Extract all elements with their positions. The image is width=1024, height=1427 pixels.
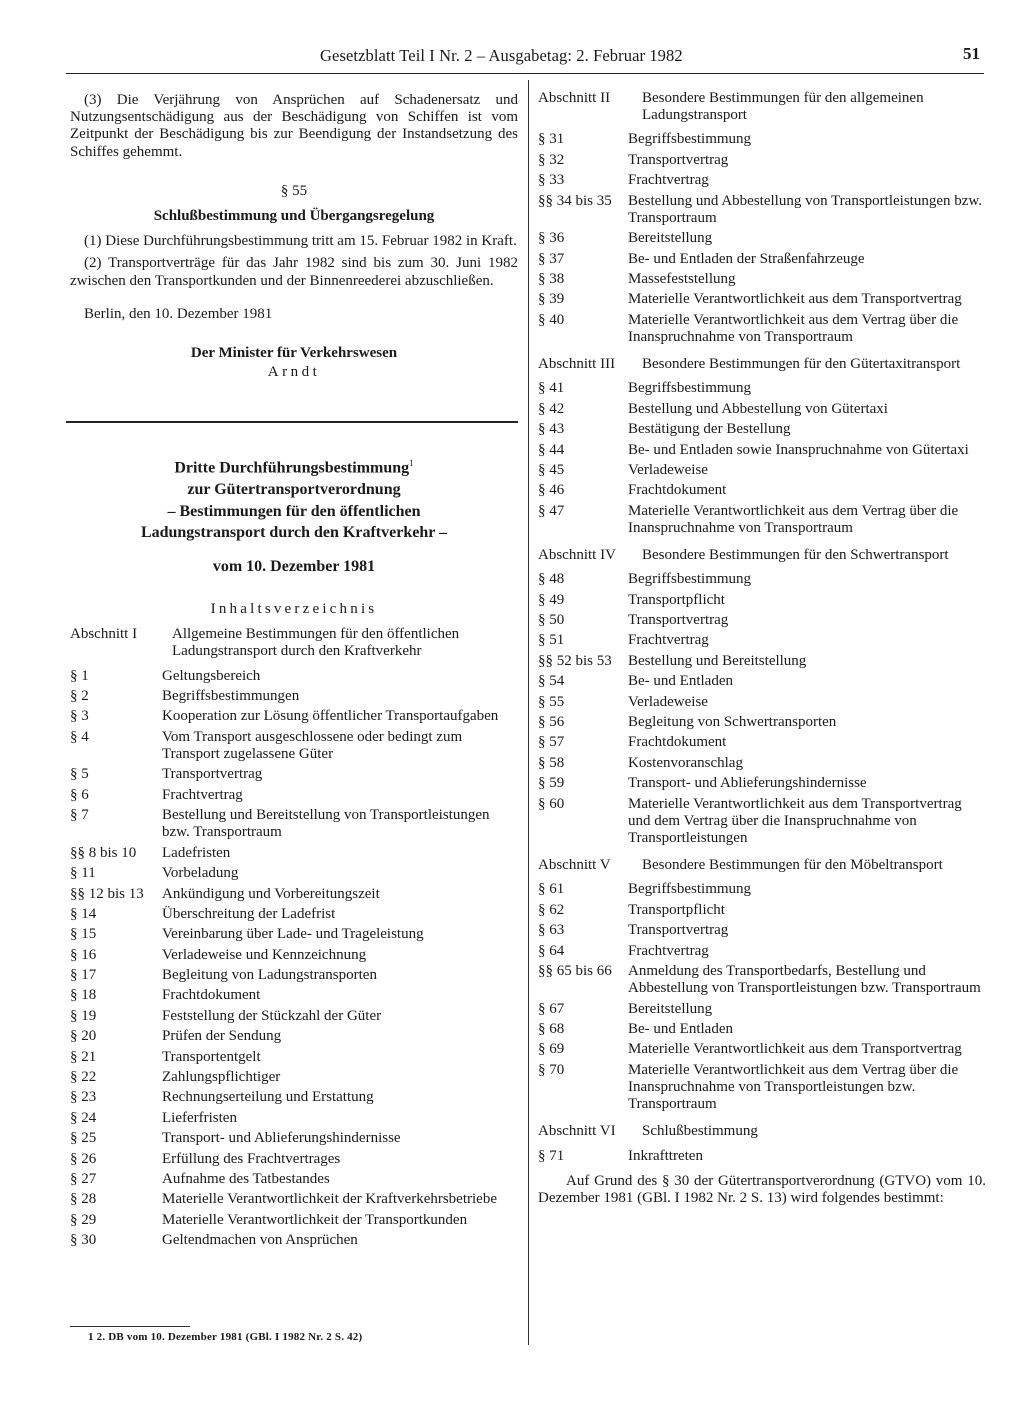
toc-entry — [538, 312, 986, 346]
toc-entry — [70, 865, 518, 882]
toc-entry — [538, 612, 986, 629]
toc-number: § 62 — [538, 901, 565, 918]
section-title: Schlußbestimmung und Übergangsregelung — [153, 208, 435, 225]
toc-text: Erfüllung des Frachtvertrages — [162, 1150, 341, 1167]
toc-number: § 21 — [70, 1048, 97, 1065]
toc-text: Materielle Verantwortlichkeit aus dem Transportvertrag und dem Vertrag über die Inanspruchnahme von Transportleistungen — [628, 795, 962, 846]
toc-number: § 68 — [538, 1020, 565, 1037]
toc-text: Be- und Entladen — [628, 1020, 733, 1037]
toc-text: Bereitstellung — [628, 230, 713, 247]
toc-number: § 29 — [70, 1211, 97, 1228]
toc-number: § 60 — [538, 795, 565, 812]
toc-heading: Inhaltsverzeichnis — [210, 600, 378, 617]
toc-number: § 28 — [70, 1191, 97, 1208]
toc-entry — [70, 1008, 518, 1025]
page-header — [66, 44, 984, 74]
toc-number: § 71 — [538, 1147, 565, 1164]
toc-chapter — [538, 90, 986, 124]
toc-text: Begriffsbestimmung — [628, 881, 752, 898]
toc-number: § 20 — [70, 1028, 97, 1045]
toc-number: § 25 — [70, 1130, 97, 1147]
paragraph-3: (3) Die Verjährung von Ansprüchen auf Schadenersatz und Nutzungsentschädigung aus der Beschädigung von Schiffen ist vom Zeitpunkt der Beschädigung bis zur Beendigung der Instandsetzung des Schiffes gehemmt. — [70, 92, 518, 160]
toc-entry — [538, 251, 986, 268]
toc-entry — [70, 1028, 518, 1045]
toc-entry — [70, 1171, 518, 1188]
toc-number: §§ 12 bis 13 — [70, 885, 144, 902]
toc-entry — [538, 291, 986, 308]
toc-text: Bestellung und Abbestellung von Gütertaxi — [628, 400, 888, 417]
toc-number: § 63 — [538, 922, 565, 939]
toc-text: Frachtdokument — [628, 482, 727, 499]
section-paragraph-2: (2) Transportverträge für das Jahr 1982 sind bis zum 30. Juni 1982 zwischen den Transportkunden und der Binnenreederei abzuschließen. — [70, 255, 518, 289]
toc-text: Materielle Verantwortlichkeit aus dem Vertrag über die Inanspruchnahme von Transportraum — [628, 311, 959, 345]
toc-list-right — [538, 90, 986, 1165]
document-date: vom 10. Dezember 1981 — [212, 557, 376, 575]
toc-text: Schlußbestimmung — [642, 1123, 758, 1140]
toc-entry — [70, 688, 518, 705]
section-number: § 55 — [280, 182, 308, 199]
toc-entry — [538, 694, 986, 711]
document-title-line-2: zur Gütertransportverordnung — [187, 481, 401, 499]
toc-entry — [538, 632, 986, 649]
toc-text: Feststellung der Stückzahl der Güter — [162, 1007, 382, 1024]
toc-entry — [70, 766, 518, 783]
toc-number: § 50 — [538, 612, 565, 629]
toc-number: § 56 — [538, 714, 565, 731]
closing-paragraph: Auf Grund des § 30 der Gütertransportverordnung (GTVO) vom 10. Dezember 1981 (GBl. I 1982 Nr. 2 S. 13) wird folgendes bestimmt: — [538, 1172, 986, 1206]
toc-number: § 1 — [70, 667, 89, 684]
toc-entry — [70, 668, 518, 685]
toc-entry — [538, 1062, 986, 1114]
toc-number: § 48 — [538, 571, 565, 588]
toc-entry — [538, 714, 986, 731]
toc-number: Abschnitt VI — [538, 1123, 616, 1140]
toc-number: § 59 — [538, 775, 565, 792]
document-title-line-1: Dritte Durchführungsbestimmung — [174, 459, 410, 477]
toc-text: Transport- und Ablieferungshindernisse — [628, 775, 867, 792]
toc-number: § 57 — [538, 734, 565, 751]
toc-text: Materielle Verantwortlichkeit aus dem Transportvertrag — [628, 1041, 962, 1058]
toc-chapter — [538, 356, 986, 373]
page-number: 51 — [963, 44, 980, 63]
toc-entry — [70, 845, 518, 862]
toc-entry — [538, 482, 986, 499]
toc-text: Begleitung von Ladungstransporten — [162, 967, 377, 984]
toc-text: Massefeststellung — [628, 270, 736, 287]
toc-text: Begriffsbestimmung — [628, 380, 752, 397]
footnote-rule — [70, 1326, 190, 1327]
toc-text: Be- und Entladen sowie Inanspruchnahme von Gütertaxi — [628, 441, 969, 458]
toc-text: Anmeldung des Transportbedarfs, Bestellung und Abbestellung von Transportleistungen bzw. Transportraum — [628, 962, 981, 997]
toc-number: § 27 — [70, 1170, 97, 1187]
toc-number: § 19 — [70, 1007, 97, 1024]
toc-entry — [70, 906, 518, 923]
toc-text: Ladefristen — [162, 844, 231, 861]
signer-title: Der Minister für Verkehrswesen — [190, 345, 398, 362]
toc-number: § 55 — [538, 693, 565, 710]
toc-text: Begriffsbestimmungen — [162, 687, 300, 704]
right-column — [538, 90, 986, 1207]
toc-text: Vom Transport ausgeschlossene oder bedingt zum Transport zugelassene Güter — [162, 728, 463, 762]
toc-number: Abschnitt I — [70, 626, 138, 643]
toc-text: Inkrafttreten — [628, 1147, 703, 1164]
toc-text: Allgemeine Bestimmungen für den öffentlichen Ladungstransport durch den Kraftverkehr — [172, 626, 460, 660]
toc-entry — [70, 787, 518, 804]
toc-entry — [538, 734, 986, 751]
toc-text: Besondere Bestimmungen für den allgemeinen Ladungstransport — [642, 90, 924, 124]
toc-entry — [538, 503, 986, 537]
toc-text: Frachtvertrag — [628, 942, 709, 959]
toc-number: § 4 — [70, 728, 89, 745]
toc-text: Transportvertrag — [628, 922, 729, 939]
footnote: 1 2. DB vom 10. Dezember 1981 (GBl. I 1982 Nr. 2 S. 42) — [88, 1331, 363, 1343]
toc-number: § 23 — [70, 1089, 97, 1106]
column-divider — [528, 80, 529, 1345]
toc-text: Kooperation zur Lösung öffentlicher Transportaufgaben — [162, 708, 499, 725]
toc-entry — [538, 775, 986, 792]
toc-number: § 42 — [538, 400, 565, 417]
toc-chapter — [70, 626, 518, 660]
toc-number: §§ 52 bis 53 — [538, 652, 612, 669]
toc-number: § 22 — [70, 1069, 97, 1086]
toc-number: § 37 — [538, 250, 565, 267]
toc-number: § 51 — [538, 632, 565, 649]
toc-text: Frachtvertrag — [628, 172, 709, 189]
toc-entry — [538, 922, 986, 939]
header-title: Gesetzblatt Teil I Nr. 2 – Ausgabetag: 2. Februar 1982 — [320, 46, 683, 65]
toc-text: Rechnungserteilung und Erstattung — [162, 1089, 374, 1106]
document-title-line-4: Ladungstransport durch den Kraftverkehr – — [140, 524, 448, 542]
left-column — [70, 92, 518, 1249]
toc-entry — [538, 193, 986, 227]
toc-entry — [538, 442, 986, 459]
toc-entry — [538, 755, 986, 772]
toc-entry — [70, 1232, 518, 1249]
toc-number: § 45 — [538, 461, 565, 478]
toc-number: § 15 — [70, 926, 97, 943]
toc-text: Besondere Bestimmungen für den Gütertaxitransport — [642, 356, 961, 373]
toc-entry — [538, 401, 986, 418]
toc-entry — [70, 1151, 518, 1168]
toc-number: § 43 — [538, 421, 565, 438]
toc-text: Bestellung und Bereitstellung — [628, 652, 807, 669]
toc-entry — [538, 592, 986, 609]
toc-text: Frachtvertrag — [162, 786, 243, 803]
toc-entry — [538, 152, 986, 169]
toc-text: Begleitung von Schwertransporten — [628, 714, 837, 731]
toc-list-left — [70, 626, 518, 1249]
toc-number: § 33 — [538, 172, 565, 189]
toc-number: § 70 — [538, 1061, 565, 1078]
toc-number: § 31 — [538, 131, 565, 148]
toc-text: Frachtdokument — [628, 734, 727, 751]
toc-entry — [538, 796, 986, 848]
toc-text: Materielle Verantwortlichkeit der Transportkunden — [162, 1211, 468, 1228]
toc-chapter — [538, 547, 986, 564]
toc-chapter — [538, 857, 986, 874]
toc-entry — [538, 1041, 986, 1058]
toc-text: Be- und Entladen der Straßenfahrzeuge — [628, 250, 865, 267]
toc-number: § 40 — [538, 311, 565, 328]
toc-number: § 11 — [70, 865, 96, 882]
toc-text: Aufnahme des Tatbestandes — [162, 1170, 330, 1187]
toc-text: Materielle Verantwortlichkeit aus dem Vertrag über die Inanspruchnahme von Transportleistungen bzw. Transportraum — [628, 1061, 959, 1113]
toc-entry — [538, 902, 986, 919]
toc-text: Prüfen der Sendung — [162, 1028, 282, 1045]
toc-number: § 54 — [538, 673, 565, 690]
document-title — [70, 453, 518, 543]
toc-number: § 39 — [538, 291, 565, 308]
toc-entry — [70, 708, 518, 725]
toc-text: Bestätigung der Bestellung — [628, 421, 791, 438]
toc-number: § 7 — [70, 807, 89, 824]
toc-number: § 44 — [538, 441, 565, 458]
toc-text: Besondere Bestimmungen für den Schwertransport — [642, 547, 949, 564]
toc-number: Abschnitt IV — [538, 547, 616, 564]
toc-text: Geltungsbereich — [162, 667, 261, 684]
toc-entry — [70, 807, 518, 841]
toc-number: § 58 — [538, 754, 565, 771]
toc-text: Transportvertrag — [162, 766, 263, 783]
toc-entry — [538, 881, 986, 898]
toc-number: §§ 8 bis 10 — [70, 844, 137, 861]
toc-number: § 3 — [70, 708, 89, 725]
toc-text: Transportentgelt — [162, 1048, 261, 1065]
toc-text: Materielle Verantwortlichkeit der Kraftverkehrsbetriebe — [162, 1191, 497, 1208]
toc-entry — [538, 653, 986, 670]
toc-entry — [70, 1089, 518, 1106]
toc-text: Vorbeladung — [162, 865, 239, 882]
toc-entry — [538, 230, 986, 247]
toc-number: § 67 — [538, 1000, 565, 1017]
header-rule — [66, 73, 984, 74]
toc-text: Zahlungspflichtiger — [162, 1069, 281, 1086]
toc-entry — [70, 926, 518, 943]
toc-number: § 38 — [538, 270, 565, 287]
toc-entry — [70, 1110, 518, 1127]
toc-text: Transportpflicht — [628, 901, 725, 918]
toc-entry — [538, 271, 986, 288]
toc-number: § 47 — [538, 502, 565, 519]
toc-entry — [70, 1049, 518, 1066]
toc-number: § 49 — [538, 591, 565, 608]
toc-number: Abschnitt III — [538, 356, 616, 373]
toc-entry — [70, 1212, 518, 1229]
toc-number: § 64 — [538, 942, 565, 959]
toc-entry — [538, 462, 986, 479]
toc-text: Transportpflicht — [628, 591, 725, 608]
separator-rule — [66, 421, 518, 423]
toc-number: § 16 — [70, 946, 97, 963]
toc-text: Transport- und Ablieferungshindernisse — [162, 1130, 401, 1147]
toc-text: Be- und Entladen — [628, 673, 733, 690]
toc-text: Lieferfristen — [162, 1109, 237, 1126]
toc-entry — [538, 1001, 986, 1018]
toc-text: Materielle Verantwortlichkeit aus dem Transportvertrag — [628, 291, 962, 308]
toc-text: Bestellung und Bereitstellung von Transportleistungen bzw. Transportraum — [162, 807, 490, 841]
toc-text: Kostenvoranschlag — [628, 754, 743, 771]
toc-text: Bestellung und Abbestellung von Transportleistungen bzw. Transportraum — [628, 192, 983, 226]
toc-text: Frachtvertrag — [628, 632, 709, 649]
toc-entry — [538, 963, 986, 997]
toc-entry — [538, 571, 986, 588]
toc-text: Ankündigung und Vorbereitungszeit — [162, 885, 380, 902]
toc-chapter — [538, 1123, 986, 1140]
toc-number: § 41 — [538, 380, 565, 397]
toc-text: Bereitstellung — [628, 1000, 713, 1017]
toc-text: Transportvertrag — [628, 151, 729, 168]
toc-number: § 61 — [538, 881, 565, 898]
toc-number: § 69 — [538, 1041, 565, 1058]
toc-number: § 46 — [538, 482, 565, 499]
toc-entry — [70, 947, 518, 964]
toc-text: Frachtdokument — [162, 987, 261, 1004]
toc-text: Vereinbarung über Lade- und Trageleistung — [162, 926, 424, 943]
signer-name: Arndt — [267, 364, 321, 381]
toc-entry — [538, 673, 986, 690]
toc-number: § 26 — [70, 1150, 97, 1167]
toc-entry — [538, 943, 986, 960]
toc-entry — [538, 131, 986, 148]
footnote-marker: 1 — [409, 458, 414, 469]
toc-number: § 5 — [70, 766, 89, 783]
toc-entry — [70, 967, 518, 984]
toc-number: § 32 — [538, 151, 565, 168]
toc-entry — [538, 421, 986, 438]
toc-entry — [538, 172, 986, 189]
toc-number: § 14 — [70, 905, 97, 922]
toc-entry — [538, 1148, 986, 1165]
toc-number: §§ 34 bis 35 — [538, 192, 612, 209]
toc-entry — [70, 987, 518, 1004]
toc-number: § 2 — [70, 687, 89, 704]
place-date: Berlin, den 10. Dezember 1981 — [84, 305, 273, 322]
toc-number: § 17 — [70, 967, 97, 984]
toc-number: § 30 — [70, 1232, 97, 1249]
toc-number: § 18 — [70, 987, 97, 1004]
document-title-line-3: – Bestimmungen für den öffentlichen — [167, 502, 421, 520]
toc-number: § 36 — [538, 230, 565, 247]
toc-text: Besondere Bestimmungen für den Möbeltransport — [642, 857, 943, 874]
toc-entry — [70, 886, 518, 903]
toc-text: Begriffsbestimmung — [628, 571, 752, 588]
toc-text: Verladeweise und Kennzeichnung — [162, 946, 367, 963]
toc-entry — [70, 1130, 518, 1147]
toc-number: §§ 65 bis 66 — [538, 962, 612, 979]
toc-number: § 24 — [70, 1109, 97, 1126]
toc-text: Transportvertrag — [628, 612, 729, 629]
toc-entry — [70, 1069, 518, 1086]
toc-text: Materielle Verantwortlichkeit aus dem Vertrag über die Inanspruchnahme von Transportraum — [628, 502, 959, 536]
toc-text: Begriffsbestimmung — [628, 131, 752, 148]
toc-entry — [70, 1191, 518, 1208]
toc-number: § 6 — [70, 786, 89, 803]
toc-entry — [538, 380, 986, 397]
toc-text: Überschreitung der Ladefrist — [162, 905, 336, 922]
toc-entry — [538, 1021, 986, 1038]
section-paragraph-1: (1) Diese Durchführungsbestimmung tritt am 15. Februar 1982 in Kraft. — [84, 233, 517, 250]
toc-number: Abschnitt II — [538, 90, 611, 106]
toc-text: Verladeweise — [628, 461, 708, 478]
toc-number: Abschnitt V — [538, 857, 611, 874]
toc-entry — [70, 729, 518, 763]
toc-text: Verladeweise — [628, 693, 708, 710]
toc-text: Geltendmachen von Ansprüchen — [162, 1232, 358, 1249]
